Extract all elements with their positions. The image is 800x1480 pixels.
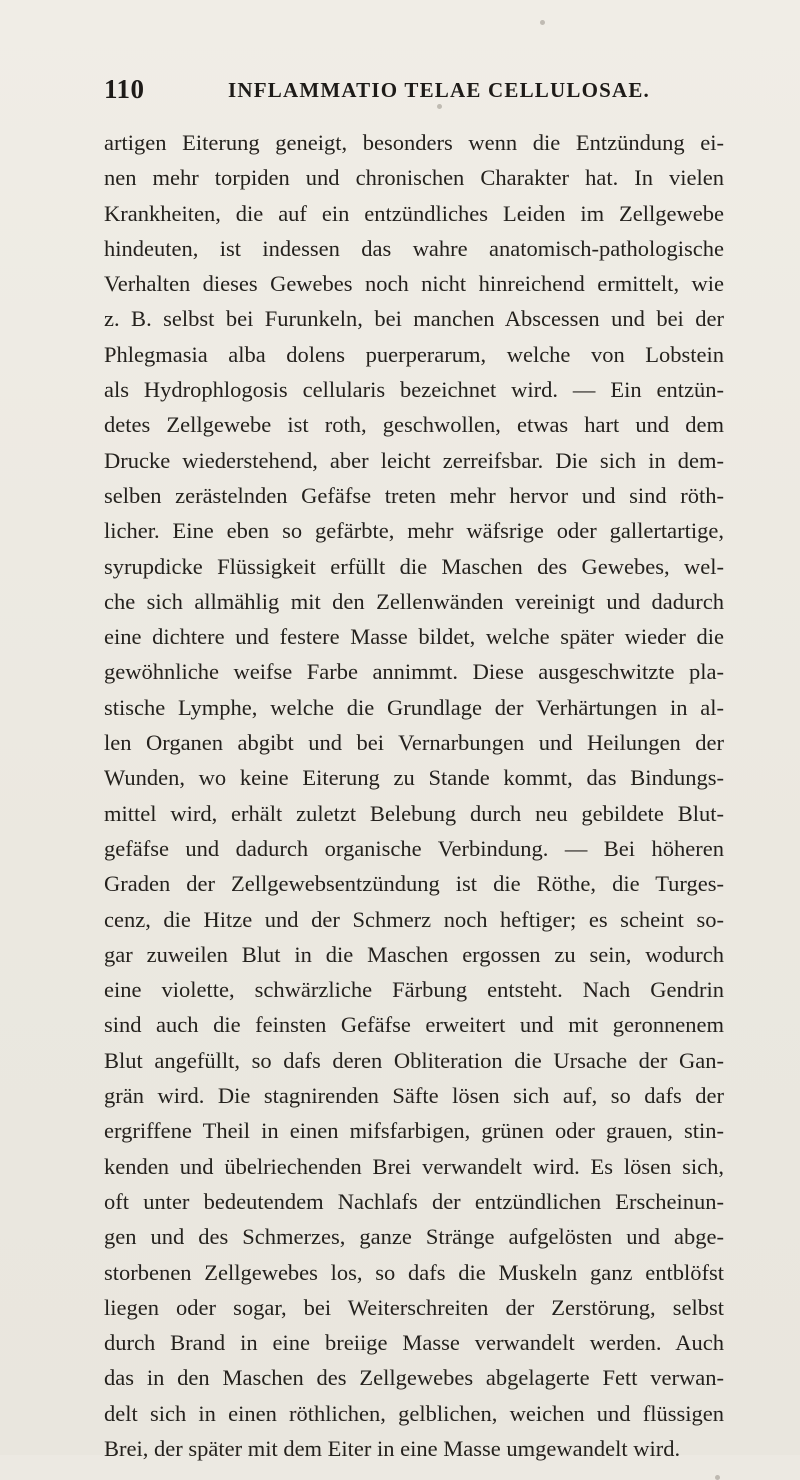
text-line: Verhalten dieses Gewebes noch nicht hinreichend ermittelt, wie bbox=[104, 271, 724, 297]
text-line: Krankheiten, die auf ein entzündliches Leiden im Zellgewebe bbox=[104, 200, 724, 226]
text-line: Phlegmasia alba dolens puerperarum, welche von Lobstein bbox=[104, 341, 724, 367]
print-speck bbox=[437, 104, 442, 109]
text-line: artigen Eiterung geneigt, besonders wenn die Entzündung ei- bbox=[104, 130, 724, 155]
text-line: oft unter bedeutendem Nachlafs der entzündlichen Erscheinun- bbox=[104, 1188, 724, 1214]
text-line: syrupdicke Flüssigkeit erfüllt die Maschen des Gewebes, wel- bbox=[104, 553, 724, 579]
text-line: Brei, der später mit dem Eiter in eine Masse umgewandelt wird. bbox=[104, 1435, 681, 1461]
text-line: durch Brand in eine breiige Masse verwandelt werden. Auch bbox=[104, 1330, 724, 1356]
text-line: detes Zellgewebe ist roth, geschwollen, etwas hart und dem bbox=[104, 412, 724, 438]
text-line: z. B. selbst bei Furunkeln, bei manchen Abscessen und bei der bbox=[104, 306, 724, 332]
text-line: gar zuweilen Blut in die Maschen ergossen zu sein, wodurch bbox=[104, 941, 724, 967]
text-line: eine dichtere und festere Masse bildet, welche später wieder die bbox=[104, 624, 724, 650]
print-speck bbox=[540, 20, 545, 25]
text-line: grän wird. Die stagnirenden Säfte lösen sich auf, so dafs der bbox=[104, 1083, 724, 1109]
body-text bbox=[104, 125, 724, 1466]
text-line: das in den Maschen des Zellgewebes abgelagerte Fett verwan- bbox=[104, 1365, 724, 1391]
text-line: selben zerästelnden Gefäfse treten mehr hervor und sind röth- bbox=[104, 482, 724, 508]
print-speck bbox=[715, 1475, 720, 1480]
text-line: gen und des Schmerzes, ganze Stränge aufgelösten und abge- bbox=[104, 1224, 724, 1250]
text-line: kenden und übelriechenden Brei verwandelt wird. Es lösen sich, bbox=[104, 1153, 724, 1179]
text-line: Wunden, wo keine Eiterung zu Stande kommt, das Bindungs- bbox=[104, 765, 724, 791]
page-number: 110 bbox=[104, 74, 145, 104]
text-line: len Organen abgibt und bei Vernarbungen und Heilungen der bbox=[104, 730, 724, 756]
text-line: mittel wird, erhält zuletzt Belebung durch neu gebildete Blut- bbox=[104, 800, 724, 826]
text-line: cenz, die Hitze und der Schmerz noch heftiger; es scheint so- bbox=[104, 906, 724, 932]
text-line: Blut angefüllt, so dafs deren Obliteration die Ursache der Gan- bbox=[104, 1047, 724, 1073]
text-line: Graden der Zellgewebsentzündung ist die Röthe, die Turges- bbox=[104, 871, 724, 897]
text-line: sind auch die feinsten Gefäfse erweitert und mit geronnenem bbox=[104, 1012, 724, 1038]
text-line: stische Lymphe, welche die Grundlage der Verhärtungen in al- bbox=[104, 694, 724, 720]
running-head: INFLAMMATIO TELAE CELLULOSAE. bbox=[228, 78, 651, 102]
text-line: storbenen Zellgewebes los, so dafs die Muskeln ganz entblöfst bbox=[104, 1259, 724, 1285]
page-header bbox=[104, 74, 704, 114]
text-line: eine violette, schwärzliche Färbung entsteht. Nach Gendrin bbox=[104, 977, 724, 1003]
text-line: gefäfse und dadurch organische Verbindung. — Bei höheren bbox=[104, 835, 724, 861]
text-line: che sich allmählig mit den Zellenwänden vereinigt und dadurch bbox=[104, 588, 724, 614]
text-line: delt sich in einen röthlichen, gelblichen, weichen und flüssigen bbox=[104, 1400, 724, 1426]
text-line: licher. Eine eben so gefärbte, mehr wäfsrige oder gallertartige, bbox=[104, 518, 724, 544]
text-line: gewöhnliche weifse Farbe annimmt. Diese ausgeschwitzte pla- bbox=[104, 659, 724, 685]
text-line: als Hydrophlogosis cellularis bezeichnet wird. — Ein entzün- bbox=[104, 377, 724, 403]
text-line: Drucke wiederstehend, aber leicht zerreifsbar. Die sich in dem- bbox=[104, 447, 724, 473]
text-line: liegen oder sogar, bei Weiterschreiten der Zerstörung, selbst bbox=[104, 1294, 724, 1320]
text-line: nen mehr torpiden und chronischen Charakter hat. In vielen bbox=[104, 165, 724, 191]
text-line: ergriffene Theil in einen mifsfarbigen, grünen oder grauen, stin- bbox=[104, 1118, 724, 1144]
text-line: hindeuten, ist indessen das wahre anatomisch-pathologische bbox=[104, 235, 724, 261]
